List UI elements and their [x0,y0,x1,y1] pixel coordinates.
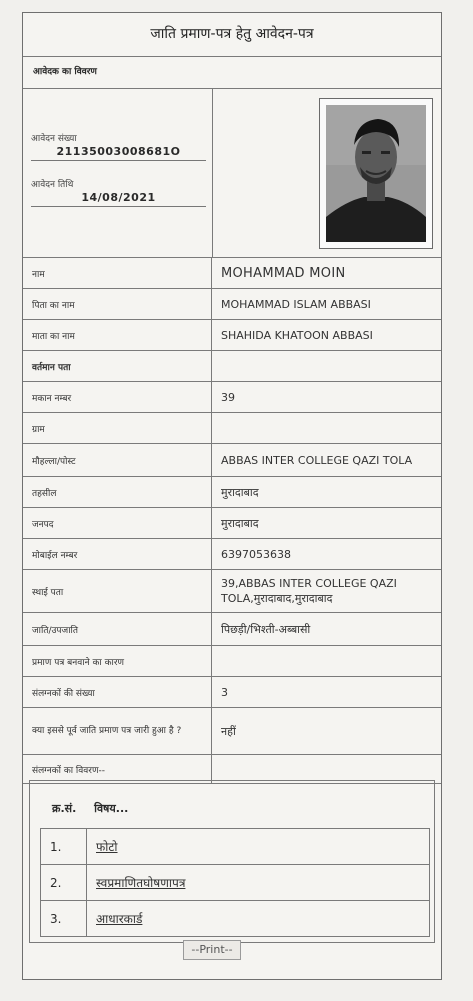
attachment-row [40,901,430,937]
row-label: पिता का नाम [23,289,212,319]
attachment-serial: 3. [41,901,87,936]
applicant-photo-frame [319,98,433,249]
subject-header: विषय... [94,802,129,815]
attachment-row [40,865,430,901]
row-house-number [23,382,441,413]
row-value: नहीं [221,724,236,738]
attachment-link-self-declaration[interactable]: स्वप्रमाणितघोषणापत्र [96,876,186,890]
row-permanent-address [23,570,441,613]
print-button[interactable]: --Print-- [183,940,241,960]
row-label: माता का नाम [23,320,212,350]
attachments-header [52,801,128,816]
application-date-label: आवेदन तिथि [31,180,74,190]
row-value: 39 [221,390,235,404]
row-value [221,646,433,676]
row-village [23,413,441,444]
row-label: स्थाई पता [23,570,212,612]
row-value: 6397053638 [221,547,291,561]
row-value: SHAHIDA KHATOON ABBASI [221,328,373,342]
attachment-row [40,829,430,865]
row-label: प्रमाण पत्र बनवाने का कारण [23,646,212,676]
row-attachment-count [23,677,441,708]
row-certificate-reason [23,646,441,677]
row-label: जाति/उपजाति [23,613,212,645]
attachment-serial: 1. [41,829,87,864]
row-value: 39,ABBAS INTER COLLEGE QAZI TOLA,मुरादाबाद,मुरादाबाद [221,577,397,605]
row-mother-name [23,320,441,351]
row-label: संलग्नकों का विवरण-- [23,755,212,783]
row-label: मौहल्ला/पोस्ट [23,444,212,476]
application-number-label: आवेदन संख्या [31,134,77,144]
application-info-block [23,89,441,258]
row-previous-certificate [23,708,441,755]
row-name [23,258,441,289]
row-value [221,413,433,443]
row-label: क्या इससे पूर्व जाति प्रमाण पत्र जारी हुआ है ? [23,708,212,754]
row-label: मोबाईल नम्बर [23,539,212,569]
row-label: तहसील [23,477,212,507]
row-locality-post [23,444,441,477]
application-form [22,12,442,980]
row-label: ग्राम [23,413,212,443]
attachments-box [29,780,435,943]
row-tehsil [23,477,441,508]
serial-number-header: क्र.सं. [52,802,77,815]
row-value: मुरादाबाद [221,485,259,499]
row-mobile-number [23,539,441,570]
application-date: 14/08/2021 [31,191,206,207]
row-label: संलग्नकों की संख्या [23,677,212,707]
row-label: नाम [23,258,212,288]
row-district [23,508,441,539]
row-current-address [23,351,441,382]
row-value: MOHAMMAD MOIN [221,265,346,281]
details-table [23,258,441,784]
row-value: पिछड़ी/भिश्ती-अब्बासी [221,622,311,636]
row-value [221,351,433,381]
application-number: 21135003008681O [31,145,206,161]
row-value: ABBAS INTER COLLEGE QAZI TOLA [221,453,413,467]
row-caste-subcaste [23,613,441,646]
applicant-photo [326,105,426,242]
section-applicant-details: आवेदक का विवरण [23,57,441,89]
row-value: 3 [221,685,228,699]
attachment-link-aadhaar[interactable]: आधारकार्ड [96,912,143,926]
attachment-link-photo[interactable]: फोटो [96,840,118,854]
application-meta [23,89,213,257]
row-label: वर्तमान पता [23,351,212,381]
attachments-table [40,828,430,937]
row-label: मकान नम्बर [23,382,212,412]
row-father-name [23,289,441,320]
form-title: जाति प्रमाण-पत्र हेतु आवेदन-पत्र [23,13,441,57]
row-value: MOHAMMAD ISLAM ABBASI [221,297,371,311]
row-label: जनपद [23,508,212,538]
row-value [221,755,433,783]
attachment-serial: 2. [41,865,87,900]
row-value: मुरादाबाद [221,516,259,530]
